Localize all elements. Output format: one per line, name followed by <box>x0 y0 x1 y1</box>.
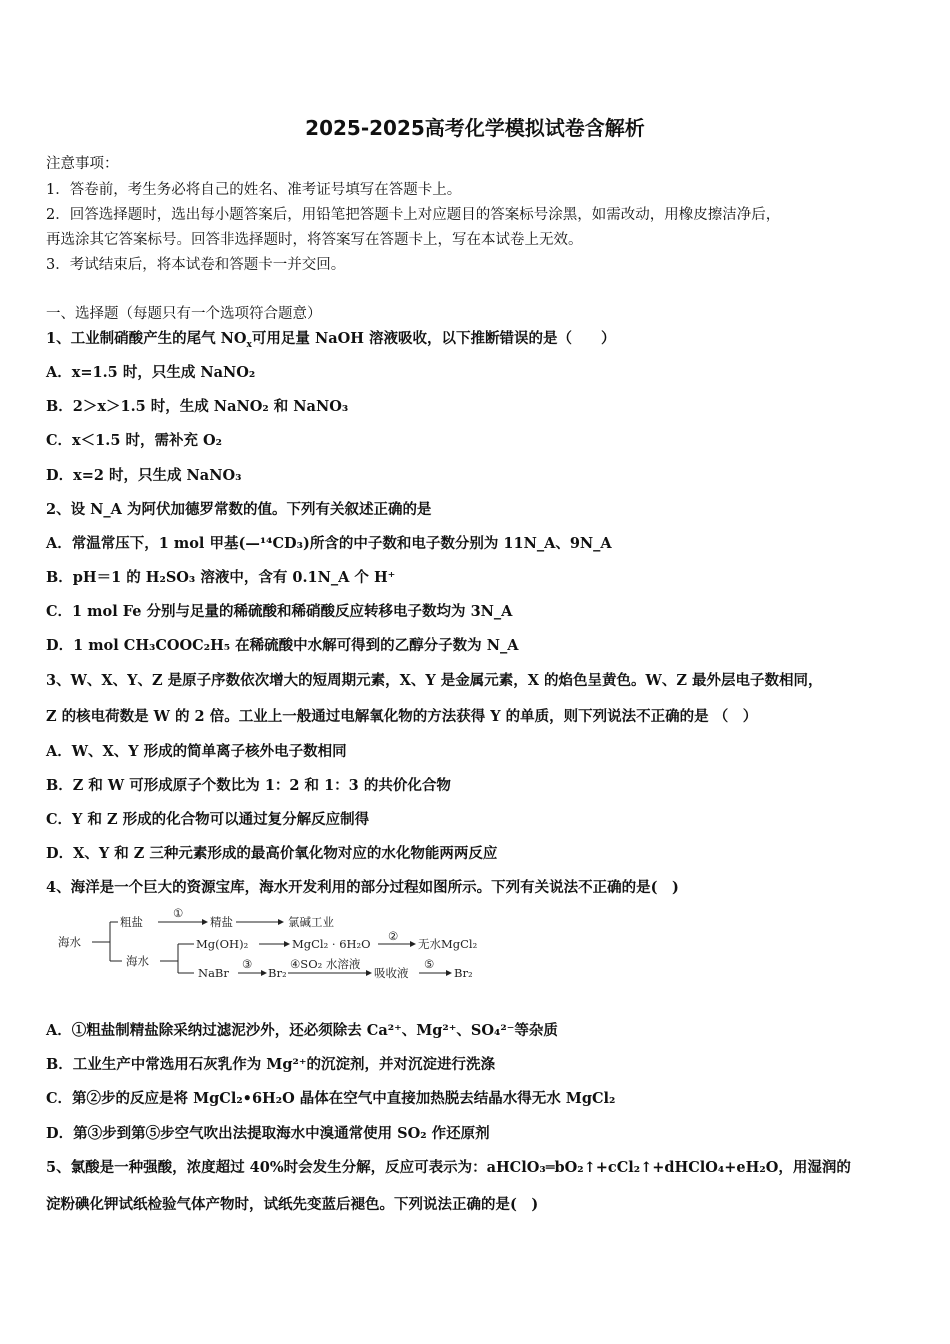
diagram-absorb-liquid: 吸收液 <box>374 966 409 980</box>
notice-heading: 注意事项： <box>46 156 119 172</box>
diagram-mgoh2: Mg(OH)₂ <box>196 937 249 951</box>
notice-item-3: 3．考试结束后，将本试卷和答题卡一并交回。 <box>46 257 346 273</box>
q4-option-a: A．①粗盐制精盐除采纳过滤泥沙外，还必须除去 Ca²⁺、Mg²⁺、SO₄²⁻等杂质 <box>46 1022 558 1039</box>
diagram-seawater-2: 海水 <box>126 954 149 968</box>
q2-option-b: B．pH＝1 的 H₂SO₃ 溶液中，含有 0.1N_A 个 H⁺ <box>46 569 396 586</box>
diagram-br2-b: Br₂ <box>454 966 473 980</box>
q1-stem: 1、工业制硝酸产生的尾气 $NO_x$可用足量 NaOH 溶液吸收，以下推断错误的是（ ） <box>46 330 616 350</box>
seawater-process-diagram <box>56 904 506 988</box>
diagram-seawater: 海水 <box>58 935 81 949</box>
q3-option-d: D．X、Y 和 Z 三种元素形成的最高价氧化物对应的水化物能两两反应 <box>46 845 498 862</box>
section-heading: 一、选择题（每题只有一个选项符合题意） <box>46 306 322 322</box>
q4-stem: 4、海洋是一个巨大的资源宝库，海水开发利用的部分过程如图所示。下列有关说法不正确的是( ) <box>46 879 679 896</box>
q1-option-d: D．x=2 时，只生成 NaNO₃ <box>46 467 242 484</box>
q4-option-c: C．第②步的反应是将 MgCl₂•6H₂O 晶体在空气中直接加热脱去结晶水得无水 MgCl₂ <box>46 1090 616 1107</box>
q3-option-a: A．W、X、Y 形成的简单离子核外电子数相同 <box>46 743 347 760</box>
diagram-step-1: ① <box>173 906 184 920</box>
q2-stem: 2、设 N_A 为阿伏加德罗常数的值。下列有关叙述正确的是 <box>46 501 432 518</box>
q3-stem-2: Z 的核电荷数是 W 的 2 倍。工业上一般通过电解氧化物的方法获得 Y 的单质，则下列说法不正确的是 （ ） <box>46 708 758 725</box>
diagram-br2-a: Br₂ <box>268 966 287 980</box>
notice-item-2: 2．回答选择题时，选出每小题答案后，用铅笔把答题卡上对应题目的答案标号涂黑，如需改动，用橡皮擦洁净后， <box>46 207 781 223</box>
q5-stem-2: 淀粉碘化钾试纸检验气体产物时，试纸先变蓝后褪色。下列说法正确的是( ) <box>46 1196 539 1213</box>
diagram-nabr: NaBr <box>198 966 229 980</box>
page-title: 2025-2025高考化学模拟试卷含解析 <box>305 116 645 140</box>
diagram-step-5: ⑤ <box>424 957 435 971</box>
q2-option-d: D．1 mol CH₃COOC₂H₅ 在稀硫酸中水解可得到的乙醇分子数为 N_A <box>46 637 519 654</box>
q5-stem-1: 5、氯酸是一种强酸，浓度超过 40%时会发生分解，反应可表示为：aHClO₃═bO₂↑+cCl₂↑+dHClO₄+eH₂O，用湿润的 <box>46 1159 851 1176</box>
q4-option-d: D．第③步到第⑤步空气吹出法提取海水中溴通常使用 SO₂ 作还原剂 <box>46 1125 490 1142</box>
diagram-anhydrous-mgcl2: 无水MgCl₂ <box>418 937 478 951</box>
diagram-crude-salt: 粗盐 <box>120 915 143 929</box>
diagram-mgcl2-hydrate: MgCl₂ · 6H₂O <box>292 937 371 951</box>
q1-option-a: A．x=1.5 时，只生成 NaNO₂ <box>46 364 256 381</box>
q2-option-c: C．1 mol Fe 分别与足量的稀硫酸和稀硝酸反应转移电子数均为 3N_A <box>46 603 513 620</box>
q1-option-b: B．2＞x＞1.5 时，生成 NaNO₂ 和 NaNO₃ <box>46 398 349 415</box>
q1-option-c: C．x＜1.5 时，需补充 O₂ <box>46 432 222 449</box>
q2-option-a: A．常温常压下，1 mol 甲基(—¹⁴CD₃)所含的中子数和电子数分别为 11N_A、9N_A <box>46 535 612 552</box>
q3-stem-1: 3、W、X、Y、Z 是原子序数依次增大的短周期元素，X、Y 是金属元素，X 的焰色呈黄色。W、Z 最外层电子数相同， <box>46 672 823 689</box>
q3-option-b: B．Z 和 W 可形成原子个数比为 1：2 和 1：3 的共价化合物 <box>46 777 451 794</box>
diagram-step-3: ③ <box>242 957 253 971</box>
diagram-step-2: ② <box>388 929 399 943</box>
diagram-step-4: ④SO₂ 水溶液 <box>290 957 361 971</box>
notice-item-1: 1．答卷前，考生务必将自己的姓名、准考证号填写在答题卡上。 <box>46 182 462 198</box>
diagram-refined-salt: 精盐 <box>210 915 233 929</box>
q4-option-b: B．工业生产中常选用石灰乳作为 Mg²⁺的沉淀剂，并对沉淀进行洗涤 <box>46 1056 495 1073</box>
notice-item-2-cont: 再选涂其它答案标号。回答非选择题时，将答案写在答题卡上，写在本试卷上无效。 <box>46 232 583 248</box>
diagram-chlor-alkali: 氯碱工业 <box>288 915 334 929</box>
q3-option-c: C．Y 和 Z 形成的化合物可以通过复分解反应制得 <box>46 811 370 828</box>
